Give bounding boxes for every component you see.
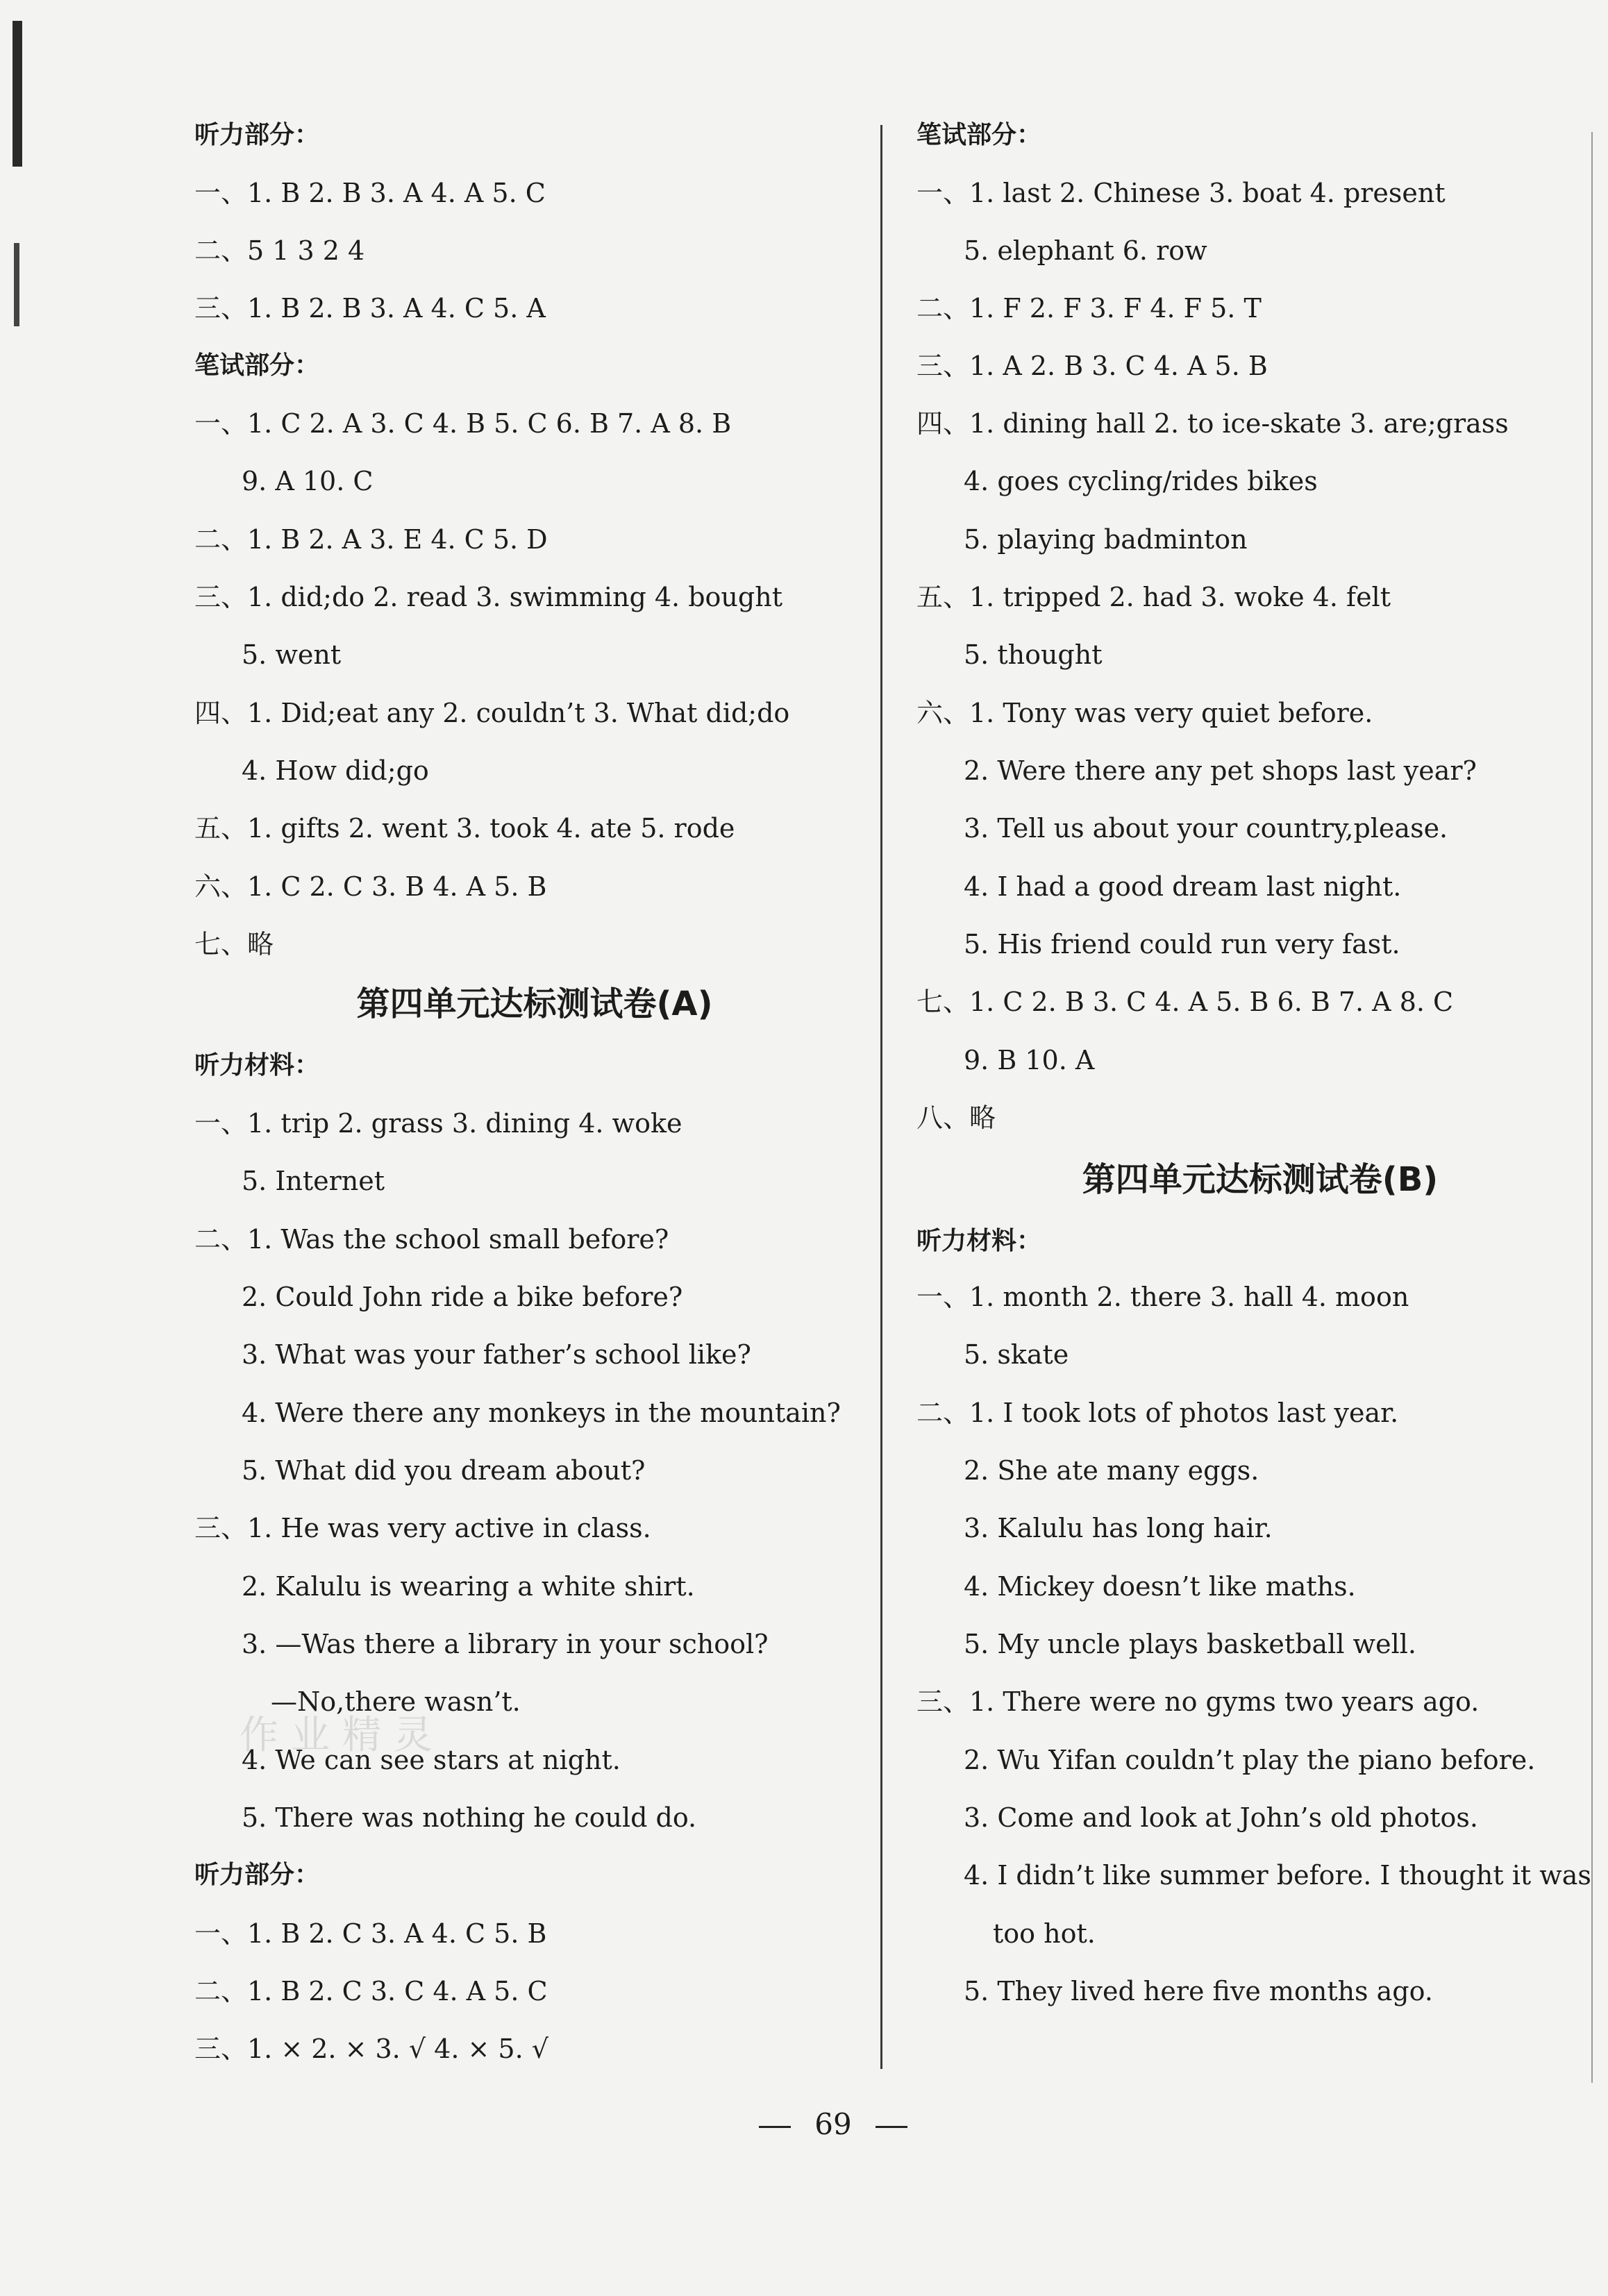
answer-line: 3. —Was there a library in your school? bbox=[242, 1629, 769, 1659]
answer-line: 9. A 10. C bbox=[242, 466, 374, 496]
answer-line: 5. His friend could run very fast. bbox=[964, 929, 1400, 960]
answer-line: 五、1. tripped 2. had 3. woke 4. felt bbox=[916, 582, 1391, 612]
answer-line: 二、1. B 2. C 3. C 4. A 5. C bbox=[194, 1976, 548, 2006]
answer-line: 4. goes cycling/rides bikes bbox=[964, 466, 1318, 496]
answer-line: 二、1. B 2. A 3. E 4. C 5. D bbox=[194, 524, 548, 555]
page-edge-rule bbox=[1591, 132, 1593, 2083]
answer-line: 5. playing badminton bbox=[964, 524, 1248, 555]
section-title: 第四单元达标测试卷(A) bbox=[356, 984, 713, 1023]
answer-line: 2. Were there any pet shops last year? bbox=[964, 755, 1477, 786]
section-heading: 听力部分： bbox=[194, 1861, 320, 1889]
section-title: 第四单元达标测试卷(B) bbox=[1082, 1160, 1439, 1199]
answer-line: 一、1. last 2. Chinese 3. boat 4. present bbox=[916, 178, 1446, 208]
answer-line: 2. Wu Yifan couldn’t play the piano before. bbox=[964, 1745, 1536, 1775]
answer-line: 五、1. gifts 2. went 3. took 4. ate 5. rode bbox=[194, 813, 735, 844]
section-heading: 笔试部分： bbox=[916, 121, 1042, 149]
section-heading: 笔试部分： bbox=[194, 351, 320, 380]
page-number-text: 69 bbox=[814, 2107, 852, 2141]
answer-line: 三、1. B 2. B 3. A 4. C 5. A bbox=[194, 293, 546, 324]
answer-line: 一、1. B 2. B 3. A 4. A 5. C bbox=[194, 178, 546, 208]
answer-line: 5. My uncle plays basketball well. bbox=[964, 1629, 1416, 1659]
answer-line: too hot. bbox=[993, 1918, 1096, 1949]
answer-line: 三、1. There were no gyms two years ago. bbox=[916, 1686, 1480, 1717]
answer-line: 3. Come and look at John’s old photos. bbox=[964, 1802, 1478, 1833]
answer-line: 四、1. Did;eat any 2. couldn’t 3. What did;do bbox=[194, 698, 790, 728]
answer-line: 七、略 bbox=[194, 929, 274, 960]
watermark: 作业精灵 bbox=[240, 1713, 445, 1758]
scan-edge-mark bbox=[14, 243, 19, 326]
answer-line: 一、1. C 2. A 3. C 4. B 5. C 6. B 7. A 8. B bbox=[194, 408, 732, 439]
answer-line: 5. skate bbox=[964, 1339, 1069, 1370]
answer-line: 5. went bbox=[242, 639, 342, 670]
answer-line: 2. Could John ride a bike before? bbox=[242, 1282, 683, 1312]
answer-line: 一、1. month 2. there 3. hall 4. moon bbox=[916, 1282, 1409, 1312]
answer-line: 4. I had a good dream last night. bbox=[964, 871, 1402, 902]
answer-line: 5. What did you dream about? bbox=[242, 1455, 646, 1486]
answer-line: 3. Tell us about your country,please. bbox=[964, 813, 1448, 844]
answer-line: 2. Kalulu is wearing a white shirt. bbox=[242, 1571, 695, 1602]
answer-line: 七、1. C 2. B 3. C 4. A 5. B 6. B 7. A 8. C bbox=[916, 987, 1454, 1017]
answer-line: 5. thought bbox=[964, 639, 1103, 670]
column-divider bbox=[880, 125, 882, 2069]
answer-line: 3. Kalulu has long hair. bbox=[964, 1513, 1273, 1543]
answer-line: 三、1. × 2. × 3. √ 4. × 5. √ bbox=[194, 2034, 548, 2064]
answer-line: 四、1. dining hall 2. to ice-skate 3. are;grass bbox=[916, 408, 1509, 439]
section-heading: 听力部分： bbox=[194, 121, 320, 149]
answer-line: 八、略 bbox=[916, 1103, 996, 1133]
answer-line: 4. We can see stars at night. bbox=[242, 1745, 621, 1775]
answer-line: 三、1. did;do 2. read 3. swimming 4. bought bbox=[194, 582, 782, 612]
answer-line: 三、1. He was very active in class. bbox=[194, 1513, 651, 1543]
answer-line: 三、1. A 2. B 3. C 4. A 5. B bbox=[916, 351, 1268, 381]
answer-line: 5. There was nothing he could do. bbox=[242, 1802, 697, 1833]
answer-line: 5. elephant 6. row bbox=[964, 235, 1207, 266]
answer-line: 二、1. Was the school small before? bbox=[194, 1224, 669, 1255]
scan-edge-mark bbox=[12, 21, 22, 167]
page-number-dash bbox=[759, 2126, 791, 2128]
answer-line: 3. What was your father’s school like? bbox=[242, 1339, 751, 1370]
answer-line: 一、1. trip 2. grass 3. dining 4. woke bbox=[194, 1108, 682, 1139]
answer-line: 六、1. Tony was very quiet before. bbox=[916, 698, 1373, 728]
page-number-dash bbox=[876, 2126, 907, 2128]
answer-line: 六、1. C 2. C 3. B 4. A 5. B bbox=[194, 871, 547, 902]
answer-line: —No,there wasn’t. bbox=[271, 1686, 521, 1717]
answer-line: 4. Were there any monkeys in the mountain? bbox=[242, 1398, 841, 1428]
page-number bbox=[722, 2105, 944, 2144]
answer-line: 2. She ate many eggs. bbox=[964, 1455, 1259, 1486]
answer-line: 二、1. I took lots of photos last year. bbox=[916, 1398, 1399, 1428]
section-heading: 听力材料： bbox=[916, 1227, 1042, 1255]
answer-line: 二、5 1 3 2 4 bbox=[194, 235, 365, 266]
answer-line: 二、1. F 2. F 3. F 4. F 5. T bbox=[916, 293, 1262, 324]
answer-line: 9. B 10. A bbox=[964, 1045, 1095, 1075]
section-heading: 听力材料： bbox=[194, 1051, 320, 1080]
answer-line: 4. Mickey doesn’t like maths. bbox=[964, 1571, 1356, 1602]
answer-line: 4. How did;go bbox=[242, 755, 429, 786]
answer-line: 一、1. B 2. C 3. A 4. C 5. B bbox=[194, 1918, 547, 1949]
answer-line: 5. Internet bbox=[242, 1166, 385, 1196]
answer-line: 5. They lived here five months ago. bbox=[964, 1976, 1433, 2006]
answer-line: 4. I didn’t like summer before. I thought it was bbox=[964, 1860, 1591, 1891]
